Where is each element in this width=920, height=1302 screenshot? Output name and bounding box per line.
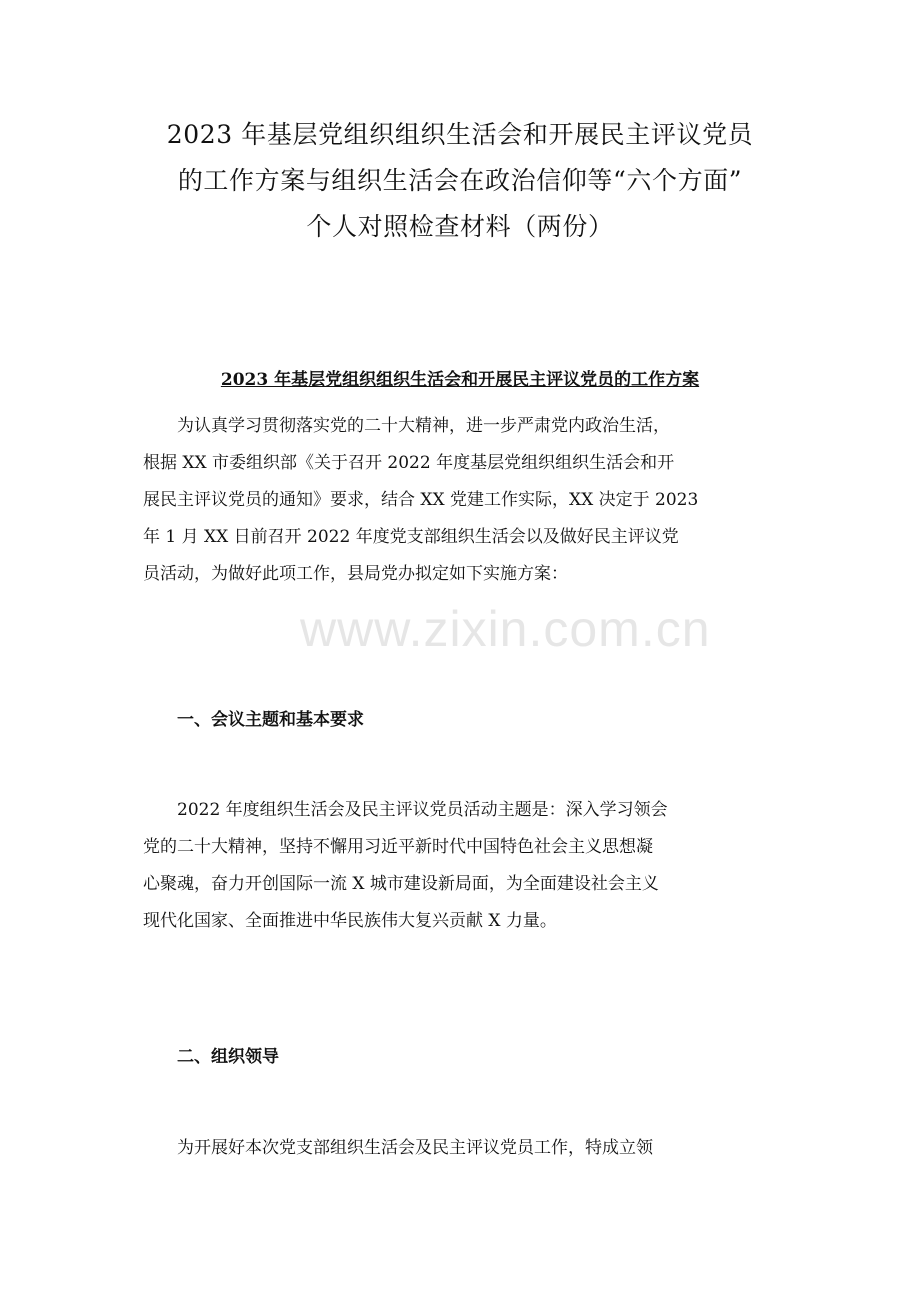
theme-paragraph <box>143 792 797 940</box>
paragraph-line: 心聚魂，奋力开创国际一流 X 城市建设新局面，为全面建设社会主义 <box>143 874 659 894</box>
paragraph-line: 为认真学习贯彻落实党的二十大精神，进一步严肃党内政治生活， <box>177 416 670 436</box>
intro-paragraph <box>143 408 797 593</box>
paragraph-line: 为开展好本次党支部组织生活会及民主评议党员工作，特成立领 <box>177 1138 653 1158</box>
title-line: 个人对照检查材料（两份） <box>306 212 614 241</box>
paragraph-line: 2022 年度组织生活会及民主评议党员活动主题是：深入学习领会 <box>177 800 668 820</box>
paragraph-line: 年 1 月 XX 日前召开 2022 年度党支部组织生活会以及做好民主评议党 <box>143 527 679 547</box>
paragraph-line: 展民主评议党员的通知》要求，结合 XX 党建工作实际，XX 决定于 2023 <box>143 490 699 510</box>
title-line: 2023 年基层党组织组织生活会和开展民主评议党员 <box>166 120 754 149</box>
heading-organization: 二、组织领导 <box>177 1047 279 1067</box>
heading-theme: 一、会议主题和基本要求 <box>177 710 364 730</box>
paragraph-line: 党的二十大精神，坚持不懈用习近平新时代中国特色社会主义思想凝 <box>143 837 653 857</box>
paragraph-line: 现代化国家、全面推进中华民族伟大复兴贡献 X 力量。 <box>143 911 557 931</box>
document-title <box>110 112 810 250</box>
paragraph-line: 根据 XX 市委组织部《关于召开 2022 年度基层党组织组织生活会和开 <box>143 453 675 473</box>
paragraph-line: 员活动，为做好此项工作，县局党办拟定如下实施方案： <box>143 564 568 584</box>
section-title: 2023 年基层党组织组织生活会和开展民主评议党员的工作方案 <box>220 370 700 390</box>
watermark: www.zixin.com.cn <box>300 601 711 657</box>
organization-paragraph <box>143 1130 797 1167</box>
title-line: 的工作方案与组织生活会在政治信仰等“六个方面” <box>177 166 743 195</box>
